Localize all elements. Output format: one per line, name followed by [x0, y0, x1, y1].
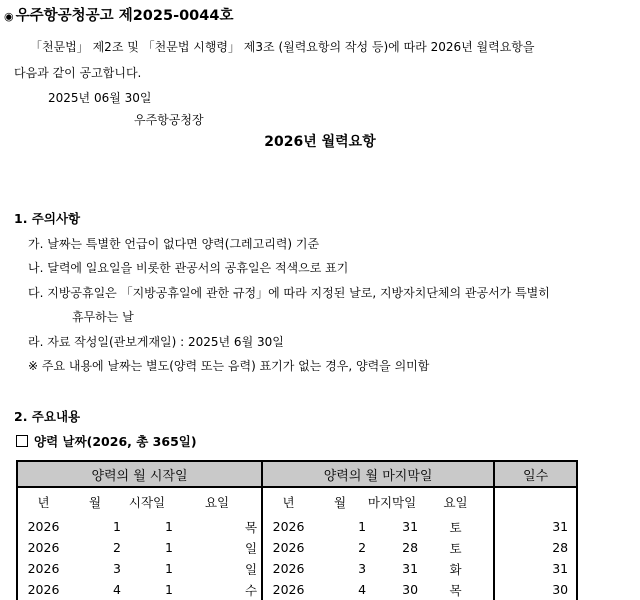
header-month-end: 양력의 월 마지막일 [262, 461, 494, 487]
cell-start-month: 4 [113, 582, 121, 597]
month-calendar-table [16, 460, 578, 600]
cell-start-month: 1 [113, 519, 121, 534]
caution-item-ra: 라. 자료 작성일(관보게재일) : 2025년 6월 30일 [28, 335, 284, 349]
caution-item-da: 다. 지방공휴일은 「지방공휴일에 관한 규정」에 따라 지정된 날로, 지방자치단체의 관공서가 특별히 [28, 286, 550, 300]
cell-start-weekday: 목 [173, 516, 262, 537]
cell-end-day: 28 [402, 540, 419, 555]
cell-end-weekday: 토 [418, 537, 494, 558]
cell-start-year: 2026 [17, 516, 69, 537]
table-row [17, 579, 577, 600]
subheader-year-end: 년 [282, 495, 295, 510]
cell-end-weekday: 목 [418, 579, 494, 600]
bullet-circle-icon: ◉ [4, 10, 14, 23]
cell-start-weekday: 수 [173, 579, 262, 600]
cell-end-day: 31 [402, 519, 419, 534]
cell-end-month: 1 [358, 519, 367, 534]
cell-start-day: 1 [165, 561, 173, 576]
checkbox-square-icon [16, 435, 28, 447]
subheader-month-end: 월 [334, 495, 347, 510]
notice-title [4, 4, 233, 25]
header-days: 일수 [494, 461, 577, 487]
subheader-end-day: 마지막일 [367, 495, 417, 510]
section1-heading: 1. 주의사항 [14, 211, 81, 226]
cell-end-day: 30 [402, 582, 419, 597]
cell-days: 30 [494, 579, 577, 600]
subheader-weekday-end: 요일 [418, 487, 494, 516]
subheading-text: 양력 날짜(2026, 총 365일) [34, 434, 197, 449]
cell-end-year: 2026 [272, 519, 305, 534]
subheader-start-day: 시작일 [128, 495, 166, 510]
table-row [17, 516, 577, 537]
intro-paragraph-line1: 「천문법」 제2조 및 「천문법 시행령」 제3조 (월력요항의 작성 등)에 따라 2026년 월력요항을 [30, 40, 535, 54]
cell-start-year: 2026 [17, 558, 69, 579]
cell-start-day: 1 [165, 540, 173, 555]
cell-days: 31 [494, 558, 577, 579]
cell-start-year: 2026 [17, 579, 69, 600]
cell-end-year: 2026 [272, 582, 305, 597]
cell-end-day: 31 [402, 561, 419, 576]
table-row [17, 558, 577, 579]
caution-item-na: 나. 달력에 일요일을 비롯한 관공서의 공휴일은 적색으로 표기 [28, 261, 349, 275]
caution-item-da-cont: 휴무하는 날 [72, 310, 134, 324]
subheader-month-start: 월 [88, 495, 102, 510]
section2-heading: 2. 주요내용 [14, 409, 81, 424]
document-title: 2026년 월력요항 [264, 134, 376, 150]
cell-start-month: 2 [113, 540, 121, 555]
cell-start-year: 2026 [17, 537, 69, 558]
subheader-weekday-start: 요일 [173, 487, 262, 516]
cell-days: 28 [494, 537, 577, 558]
header-month-start: 양력의 월 시작일 [17, 461, 262, 487]
table-row [17, 537, 577, 558]
cell-start-weekday: 일 [173, 558, 262, 579]
intro-paragraph-line2: 다음과 같이 공고합니다. [14, 66, 142, 80]
table-sub-header-row [17, 487, 577, 516]
cell-end-year: 2026 [272, 540, 305, 555]
cell-end-year: 2026 [272, 561, 305, 576]
section2-subheading [16, 432, 197, 450]
cell-end-month: 4 [358, 582, 367, 597]
subheader-days-blank [494, 487, 577, 516]
cell-end-month: 2 [358, 540, 367, 555]
cell-start-day: 1 [165, 519, 173, 534]
cell-end-weekday: 토 [418, 516, 494, 537]
caution-note: ※ 주요 내용에 날짜는 별도(양력 또는 음력) 표기가 없는 경우, 양력을 의미함 [28, 359, 430, 373]
cell-end-weekday: 화 [418, 558, 494, 579]
cell-start-month: 3 [113, 561, 121, 576]
notice-number: 우주항공청공고 제2025-0044호 [15, 8, 234, 24]
cell-start-weekday: 일 [173, 537, 262, 558]
table-group-header-row [17, 461, 577, 487]
issuer-name: 우주항공청장 [134, 113, 204, 127]
cell-start-day: 1 [165, 582, 173, 597]
caution-item-ga: 가. 날짜는 특별한 언급이 없다면 양력(그레고리력) 기준 [28, 237, 320, 251]
subheader-year-start: 년 [17, 487, 69, 516]
cell-end-month: 3 [358, 561, 367, 576]
notice-date: 2025년 06월 30일 [48, 91, 152, 105]
cell-days: 31 [494, 516, 577, 537]
